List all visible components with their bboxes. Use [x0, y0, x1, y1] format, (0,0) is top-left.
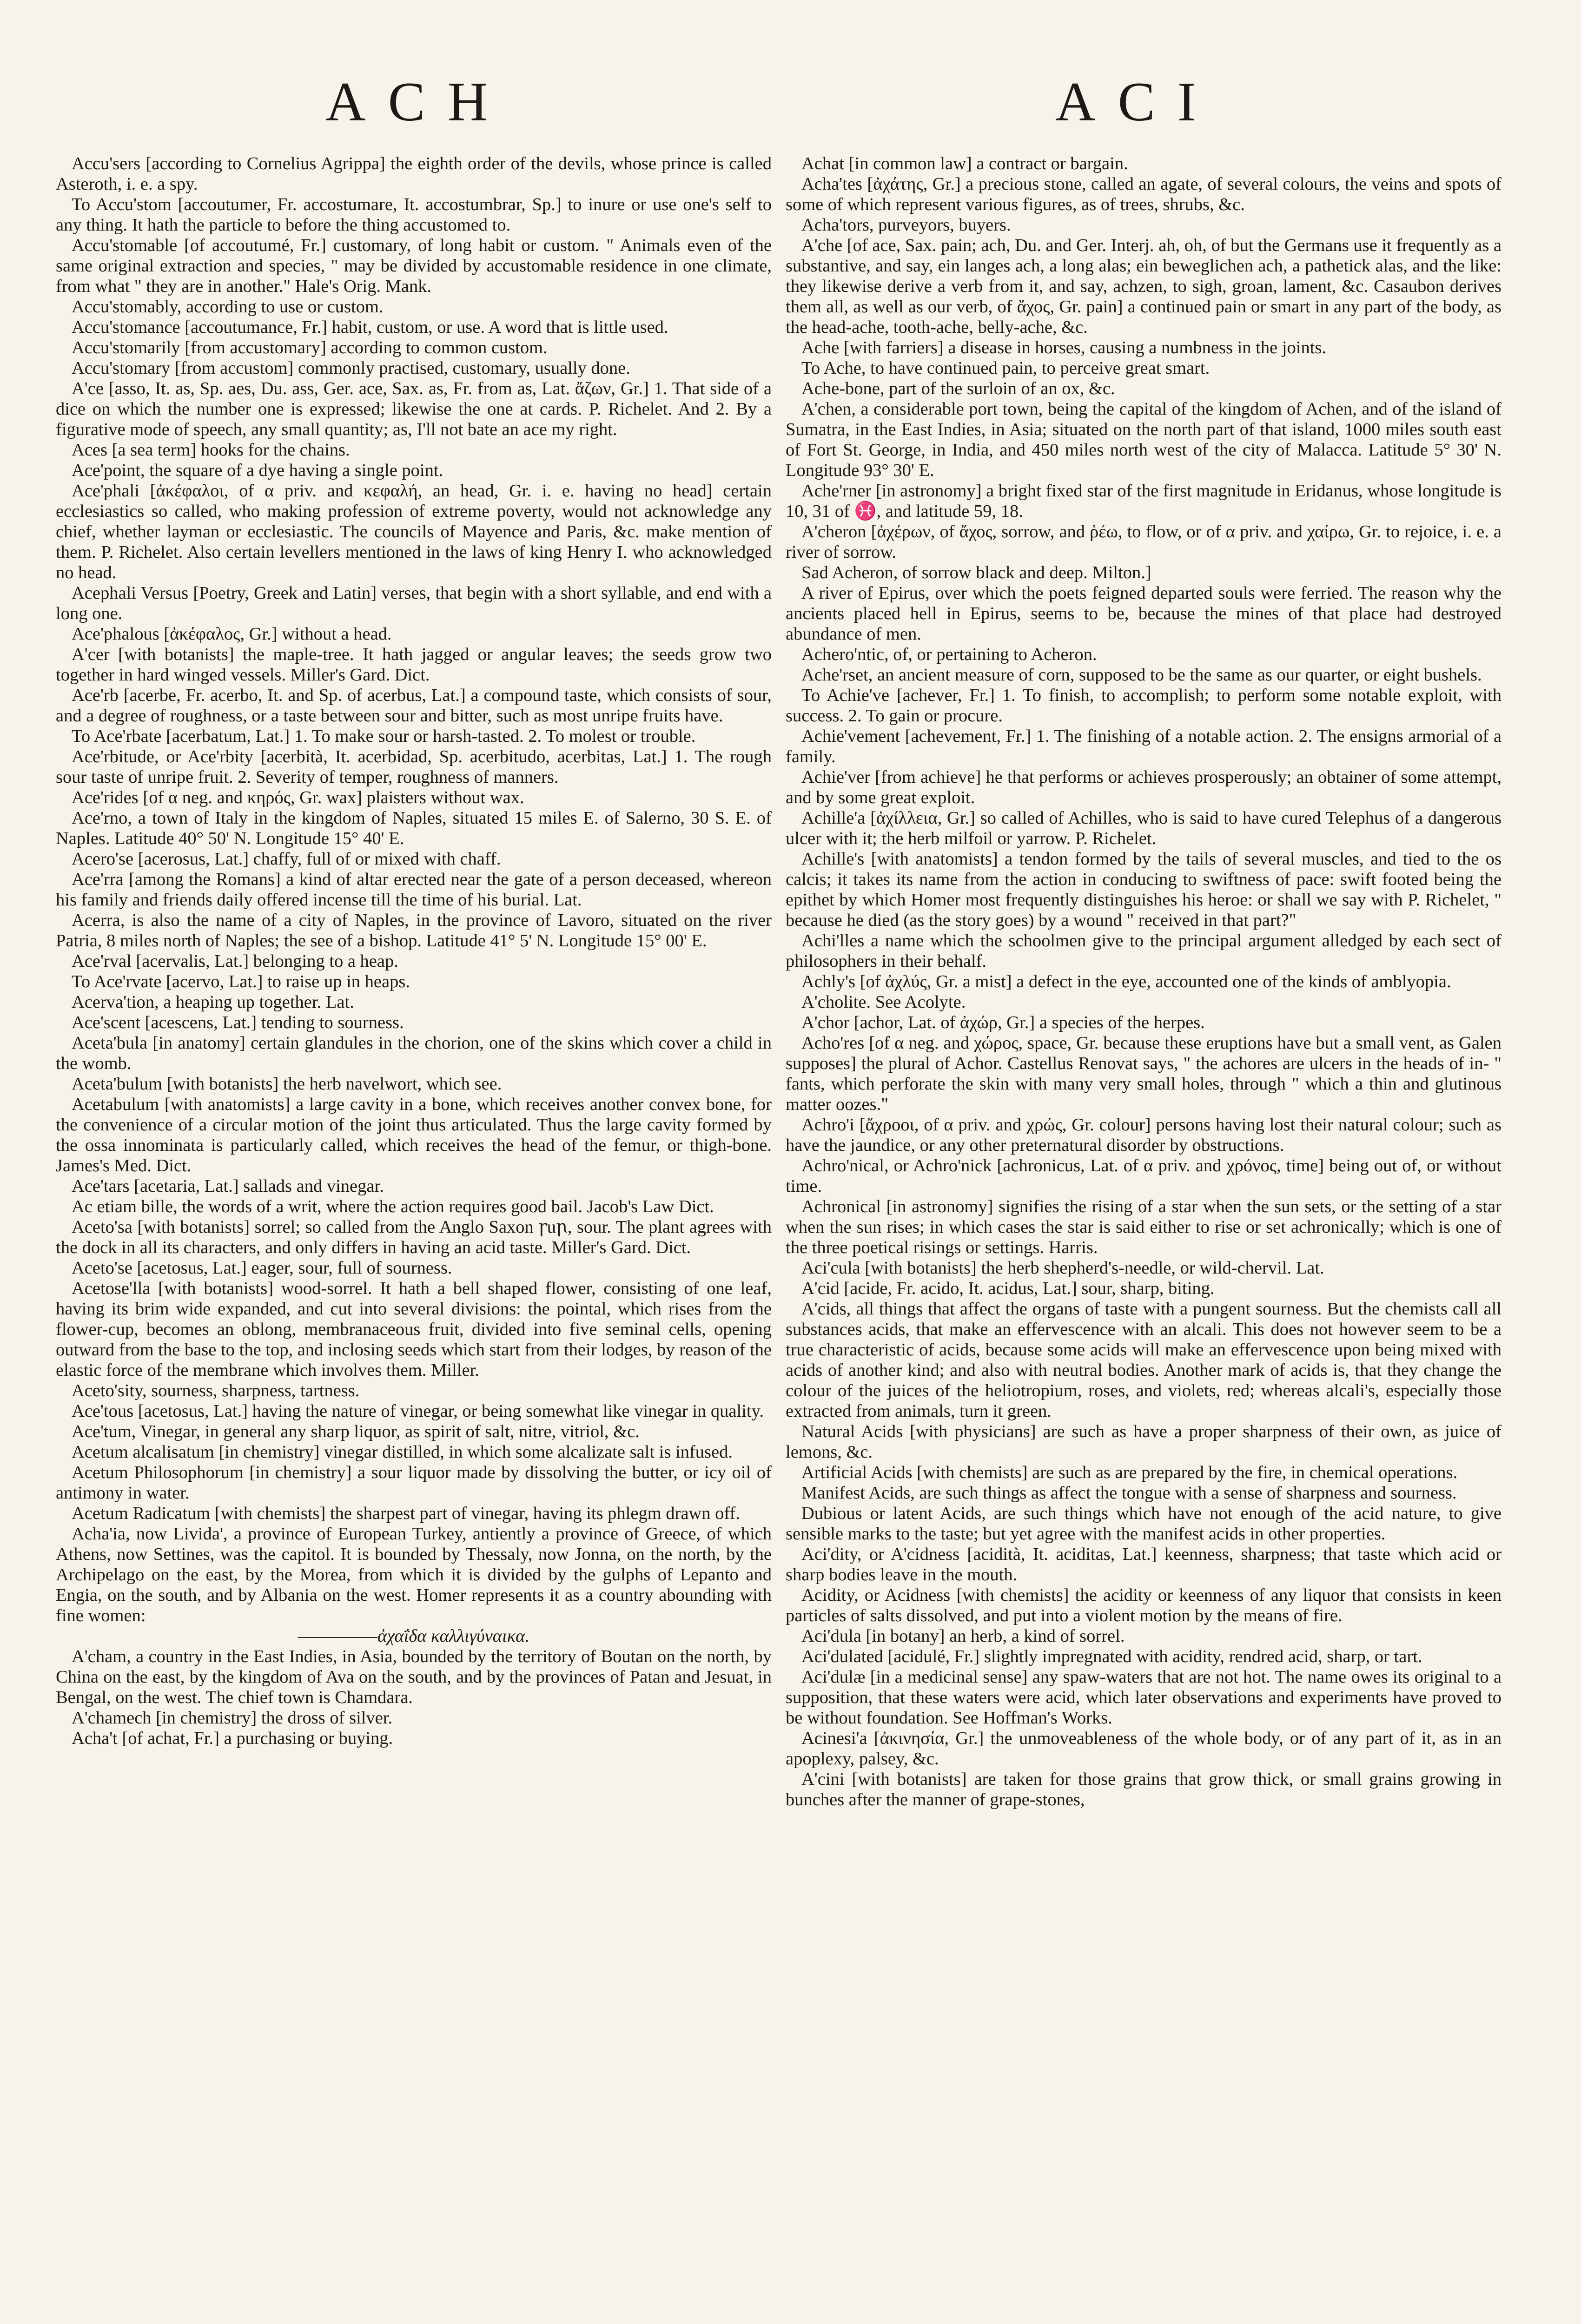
right-column	[786, 153, 1502, 2324]
dictionary-entry: Aci'dula [in botany] an herb, a kind of sorrel.	[801, 1626, 1125, 1646]
dictionary-entry: To Accu'stom [accoutumer, Fr. accostumare, It. accostumbrar, Sp.] to inure or use one's self to any thing. It hath the particle to before the thing accustomed to.	[56, 195, 772, 235]
dictionary-entry: Aces [a sea term] hooks for the chains.	[72, 440, 350, 460]
dictionary-entry: Aceto'se [acetosus, Lat.] eager, sour, full of sourness.	[72, 1258, 452, 1278]
dictionary-entry: Achille'a [ἀχίλλεια, Gr.] so called of Achilles, who is said to have cured Telephus of a dangerous ulcer with it; the herb milfoil or yarrow. P. Richelet.	[786, 808, 1502, 848]
dictionary-entry: Acero'se [acerosus, Lat.] chaffy, full of or mixed with chaff.	[72, 849, 501, 869]
dictionary-entry: Natural Acids [with physicians] are such as have a proper sharpness of their own, as juice of lemons, &c.	[786, 1422, 1502, 1462]
dictionary-entry: Aci'cula [with botanists] the herb shepherd's-needle, or wild-chervil. Lat.	[801, 1258, 1324, 1278]
dictionary-entry: Ace'tous [acetosus, Lat.] having the nature of vinegar, or being somewhat like vinegar in quality.	[72, 1401, 764, 1421]
running-head-right: ACI	[1055, 71, 1218, 132]
dictionary-entry: Aceta'bula [in anatomy] certain glandules in the chorion, one of the skins which cover a child in the womb.	[56, 1033, 772, 1073]
dictionary-entry: Accu'stomance [accoutumance, Fr.] habit, custom, or use. A word that is little used.	[72, 317, 668, 337]
dictionary-entry: Acerva'tion, a heaping up together. Lat.	[72, 992, 354, 1012]
dictionary-entry: Acerra, is also the name of a city of Naples, in the province of Lavoro, situated on the river Patria, 8 miles north of Naples; the see of a bishop. Latitude 41° 5' N. Longitude 15° 00' E.	[56, 911, 772, 951]
dictionary-entry: Achronical [in astronomy] signifies the rising of a star when the sun sets, or the setting of a star when the sun rises; in which cases the star is said either to rise or set achronically; which is one of the three poetical risings or settings. Harris.	[786, 1197, 1502, 1257]
dictionary-entry: Ac etiam bille, the words of a writ, where the action requires good bail. Jacob's Law Dict.	[72, 1197, 714, 1216]
dictionary-entry: A'cids, all things that affect the organs of taste with a pungent sourness. But the chemists call all substances acids, that make an effervescence with an alcali. This does not however seem to be a true characteristic of acids, because some acids will make an effervescence upon being mixed with acids of another kind; and also with neutral bodies. Another mark of acids is, that they change the colour of the juices of the heliotropium, roses, and violets, red; whereas alcali's, especially those extracted from animals, turn it green.	[786, 1299, 1502, 1421]
dictionary-entry: Acha'tes [ἀχάτης, Gr.] a precious stone, called an agate, of several colours, the veins and spots of some of which represent various figures, as of trees, shrubs, &c.	[786, 174, 1502, 214]
dictionary-entry: Ace'rno, a town of Italy in the kingdom of Naples, situated 15 miles E. of Salerno, 30 S. E. of Naples. Latitude 40° 50' N. Longitude 15° 40' E.	[56, 808, 772, 848]
dictionary-entry: Acetum Philosophorum [in chemistry] a sour liquor made by dissolving the butter, or icy oil of antimony in water.	[56, 1463, 772, 1503]
dictionary-entry: Ache'rner [in astronomy] a bright fixed star of the first magnitude in Eridanus, whose longitude is 10, 31 of ♓, and latitude 59, 18.	[786, 481, 1502, 521]
dictionary-entry: A river of Epirus, over which the poets feigned departed souls were ferried. The reason why the ancients placed hell in Epirus, seems to be, because the mines of that place had destroyed abundance of men.	[786, 583, 1502, 644]
dictionary-entry: Ace'rbitude, or Ace'rbity [acerbità, It. acerbidad, Sp. acerbitudo, acerbitas, Lat.] 1. The rough sour taste of unripe fruit. 2. Severity of temper, roughness of manners.	[56, 747, 772, 787]
dictionary-entry: Acho'res [of α neg. and χώρος, space, Gr. because these eruptions have but a small vent, as Galen supposes] the plural of Achor. Castellus Renovat says, " the achores are ulcers in the heads of in- " fants, which perforate the skin with many very small holes, through " which a thin and glutinous matter oozes."	[786, 1033, 1502, 1114]
dictionary-entry: Accu'sers [according to Cornelius Agrippa] the eighth order of the devils, whose prince is called Asteroth, i. e. a spy.	[56, 154, 772, 194]
dictionary-entry: Accu'stomarily [from accustomary] according to common custom.	[72, 338, 548, 357]
dictionary-entry: A'cid [acide, Fr. acido, It. acidus, Lat.] sour, sharp, biting.	[801, 1279, 1215, 1298]
dictionary-entry: Acetum Radicatum [with chemists] the sharpest part of vinegar, having its phlegm drawn off.	[72, 1504, 740, 1523]
dictionary-entry: Ache-bone, part of the surloin of an ox, &c.	[801, 379, 1115, 398]
dictionary-entry: A'cer [with botanists] the maple-tree. It hath jagged or angular leaves; the seeds grow two together in hard winged vessels. Miller's Gard. Dict.	[56, 645, 772, 685]
dictionary-entry: Ache [with farriers] a disease in horses, causing a numbness in the joints.	[801, 338, 1327, 357]
dictionary-entry: To Ace'rbate [acerbatum, Lat.] 1. To make sour or harsh-tasted. 2. To molest or trouble.	[72, 726, 696, 746]
dictionary-entry: Acha't [of achat, Fr.] a purchasing or buying.	[72, 1729, 393, 1748]
dictionary-entry: Acha'ia, now Livida', a province of European Turkey, antiently a province of Greece, of which Athens, now Settines, was the capitol. It is bounded by Thessaly, now Jonna, on the north, by the Archipelago on the east, by the Morea, from which it is divided by the gulphs of Lepanto and Engia, on the south, and by Albania on the west. Homer represents it as a country abounding with fine women:	[56, 1524, 772, 1625]
dictionary-entry: Ace'scent [acescens, Lat.] tending to sourness.	[72, 1013, 404, 1032]
dictionary-entry: Accu'stomary [from accustom] commonly practised, customary, usually done.	[72, 358, 630, 378]
dictionary-entry: To Ace'rvate [acervo, Lat.] to raise up in heaps.	[72, 972, 410, 991]
dictionary-entry: Acetum alcalisatum [in chemistry] vinegar distilled, in which some alcalizate salt is infused.	[72, 1442, 733, 1462]
dictionary-entry: Achille's [with anatomists] a tendon formed by the tails of several muscles, and tied to the os calcis; it takes its name from the action in conducing to swiftness of pace: swift footed being the epithet by which Homer most frequently distinguishes his heroe: or shall we say with P. Richelet, " because he died (as the story goes) by a wound " received in that part?"	[786, 849, 1502, 930]
dictionary-entry: To Achie've [achever, Fr.] 1. To finish, to accomplish; to perform some notable exploit, with success. 2. To gain or procure.	[786, 686, 1502, 726]
dictionary-entry: A'ce [asso, It. as, Sp. aes, Du. ass, Ger. ace, Sax. as, Fr. from as, Lat. ἄζων, Gr.] 1. That side of a dice on which the number one is expressed; likewise the one at cards. P. Richelet. And 2. By a figurative mode of speech, any small quantity; as, I'll not bate an ace my right.	[56, 379, 772, 439]
dictionary-entry: Acetose'lla [with botanists] wood-sorrel. It hath a bell shaped flower, consisting of one leaf, having its brim wide expanded, and cut into several divisions: the pointal, which rises from the flower-cup, becomes an oblong, membranaceous fruit, divided into five seminal cells, opening outward from the base to the top, and inclosing seeds which start from their lodges, by reason of the elastic force of the membrane which involves them. Miller.	[56, 1279, 772, 1380]
dictionary-entry: Sad Acheron, of sorrow black and deep. Milton.]	[801, 563, 1151, 582]
dictionary-entry: Aceto'sity, sourness, sharpness, tartness.	[72, 1381, 360, 1400]
dictionary-entry: Achro'nical, or Achro'nick [achronicus, Lat. of α priv. and χρόνος, time] being out of, or without time.	[786, 1156, 1502, 1196]
dictionary-entry: Artificial Acids [with chemists] are such as are prepared by the fire, in chemical operations.	[801, 1463, 1458, 1482]
dictionary-entry: Aci'dulæ [in a medicinal sense] any spaw-waters that are not hot. The name owes its original to a supposition, that these waters were acid, which later observations and experiments have proved to be without foundation. See Hoffman's Works.	[786, 1667, 1502, 1728]
dictionary-entry: Accu'stomably, according to use or custom.	[72, 297, 384, 317]
dictionary-entry: A'cini [with botanists] are taken for those grains that grow thick, or small grains growing in bunches after the manner of grape-stones,	[786, 1769, 1502, 1809]
dictionary-entry: Dubious or latent Acids, are such things which have not enough of the acid nature, to give sensible marks to the taste; but yet agree with the manifest acids in other properties.	[786, 1504, 1502, 1544]
dictionary-entry: Acephali Versus [Poetry, Greek and Latin] verses, that begin with a short syllable, and end with a long one.	[56, 583, 772, 623]
dictionary-entry: —————ἀχαΐδα καλλιγύναικα.	[298, 1626, 530, 1646]
dictionary-entry: A'cham, a country in the East Indies, in Asia, bounded by the territory of Boutan on the north, by China on the east, by the kingdom of Ava on the south, and by the provinces of Patan and Jesuat, in Bengal, on the west. The chief town is Chamdara.	[56, 1647, 772, 1707]
dictionary-entry: Ace'rb [acerbe, Fr. acerbo, It. and Sp. of acerbus, Lat.] a compound taste, which consists of sour, and a degree of roughness, or a taste between sour and bitter, such as most unripe fruits have.	[56, 686, 772, 726]
dictionary-entry: Manifest Acids, are such things as affect the tongue with a sense of sharpness and sourness.	[801, 1483, 1457, 1503]
dictionary-entry: A'che [of ace, Sax. pain; ach, Du. and Ger. Interj. ah, oh, of but the Germans use it frequently as a substantive, and say, ein langes ach, a long alas; ein beweglichen ach, a pathetick alas, and the like: they likewise derive a verb from it, and say, achzen, to sigh, groan, lament, &c. Casaubon derives them all, as well as our verb, of ἄχος, Gr. pain] a continued pain or smart in any part of the body, as the head-ache, tooth-ache, belly-ache, &c.	[786, 236, 1502, 337]
dictionary-entry: A'chor [achor, Lat. of ἀχώρ, Gr.] a species of the herpes.	[801, 1013, 1205, 1032]
running-head-left: ACH	[325, 71, 510, 132]
dictionary-entry: Aci'dity, or A'cidness [acidità, It. aciditas, Lat.] keenness, sharpness; that taste which acid or sharp bodies leave in the mouth.	[786, 1545, 1502, 1585]
dictionary-entry: Ace'phali [ἀκέφαλοι, of α priv. and κεφαλή, an head, Gr. i. e. having no head] certain ecclesiastics so called, who making profession of extreme poverty, would not acknowledge any chief, whether layman or ecclesiastic. The councils of Mayence and Paris, &c. make mention of them. P. Richelet. Also certain levellers mentioned in the laws of king Henry I. who acknowledged no head.	[56, 481, 772, 582]
dictionary-entry: A'cheron [ἀχέρων, of ἄχος, sorrow, and ῥέω, to flow, or of α priv. and χαίρω, Gr. to rejoice, i. e. a river of sorrow.	[786, 522, 1502, 562]
dictionary-entry: Acetabulum [with anatomists] a large cavity in a bone, which receives another convex bone, for the convenience of a circular motion of the joint thus articulated. Thus the large cavity formed by the ossa innominata is particularly called, which receives the head of the femur, or thigh-bone. James's Med. Dict.	[56, 1095, 772, 1175]
dictionary-entry: Acinesi'a [ἀκινησία, Gr.] the unmoveableness of the whole body, or of any part of it, as in an apoplexy, palsey, &c.	[786, 1729, 1502, 1769]
dictionary-entry: Aci'dulated [acidulé, Fr.] slightly impregnated with acidity, rendred acid, sharp, or tart.	[801, 1647, 1422, 1666]
dictionary-entry: Ace'tars [acetaria, Lat.] sallads and vinegar.	[72, 1176, 384, 1196]
dictionary-entry: Ace'rides [of α neg. and κηρός, Gr. wax] plaisters without wax.	[72, 788, 524, 807]
dictionary-entry: Achero'ntic, of, or pertaining to Acheron.	[801, 645, 1097, 664]
dictionary-entry: Achly's [of ἀχλύς, Gr. a mist] a defect in the eye, accounted one of the kinds of amblyopia.	[801, 972, 1451, 991]
dictionary-entry: Achro'i [ἄχροοι, of α priv. and χρώς, Gr. colour] persons having lost their natural colour; such as have the jaundice, or any other preternatural disorder by obstructions.	[786, 1115, 1502, 1155]
dictionary-entry: Ace'tum, Vinegar, in general any sharp liquor, as spirit of salt, nitre, vitriol, &c.	[72, 1422, 640, 1441]
dictionary-entry: Acidity, or Acidness [with chemists] the acidity or keenness of any liquor that consists in keen particles of salts dissolved, and put into a violent motion by the means of fire.	[786, 1585, 1502, 1625]
dictionary-entry: Acha'tors, purveyors, buyers.	[801, 215, 1011, 235]
dictionary-entry: Ace'rra [among the Romans] a kind of altar erected near the gate of a person deceased, whereon his family and friends daily offered incense till the time of his burial. Lat.	[56, 870, 772, 910]
dictionary-entry: Ace'point, the square of a dye having a single point.	[72, 461, 443, 480]
dictionary-entry: Aceto'sa [with botanists] sorrel; so called from the Anglo Saxon ꞅuꞃ, sour. The plant agrees with the dock in all its characters, and only differs in having an acid taste. Miller's Gard. Dict.	[56, 1217, 772, 1257]
dictionary-entry: Ace'phalous [ἀκέφαλος, Gr.] without a head.	[72, 624, 392, 644]
dictionary-entry: A'chen, a considerable port town, being the capital of the kingdom of Achen, and of the island of Sumatra, in the East Indies, in Asia; situated on the north part of that island, 1000 miles south east of Fort St. George, in India, and 450 miles north west of the city of Malacca. Latitude 5° 30' N. Longitude 93° 30' E.	[786, 399, 1502, 480]
dictionary-entry: Ace'rval [acervalis, Lat.] belonging to a heap.	[72, 951, 398, 971]
dictionary-entry: Achie'vement [achevement, Fr.] 1. The finishing of a notable action. 2. The ensigns armorial of a family.	[786, 726, 1502, 766]
dictionary-entry: Achat [in common law] a contract or bargain.	[801, 154, 1128, 173]
dictionary-entry: A'cholite. See Acolyte.	[801, 992, 966, 1012]
dictionary-entry: Achi'lles a name which the schoolmen give to the principal argument alledged by each sect of philosophers in their behalf.	[786, 931, 1502, 971]
dictionary-entry: Accu'stomable [of accoutumé, Fr.] customary, of long habit or custom. " Animals even of the same original extraction and species, " may be divided by accustomable residence in one climate, from what " they are in another." Hale's Orig. Mank.	[56, 236, 772, 296]
dictionary-entry: A'chamech [in chemistry] the dross of silver.	[72, 1708, 393, 1728]
dictionary-entry: Aceta'bulum [with botanists] the herb navelwort, which see.	[72, 1074, 502, 1094]
dictionary-entry: Ache'rset, an ancient measure of corn, supposed to be the same as our quarter, or eight bushels.	[801, 665, 1482, 685]
dictionary-entry: Achie'ver [from achieve] he that performs or achieves prosperously; an obtainer of some attempt, and by some great exploit.	[786, 767, 1502, 807]
dictionary-entry: To Ache, to have continued pain, to perceive great smart.	[801, 358, 1210, 378]
left-column	[56, 153, 772, 2324]
